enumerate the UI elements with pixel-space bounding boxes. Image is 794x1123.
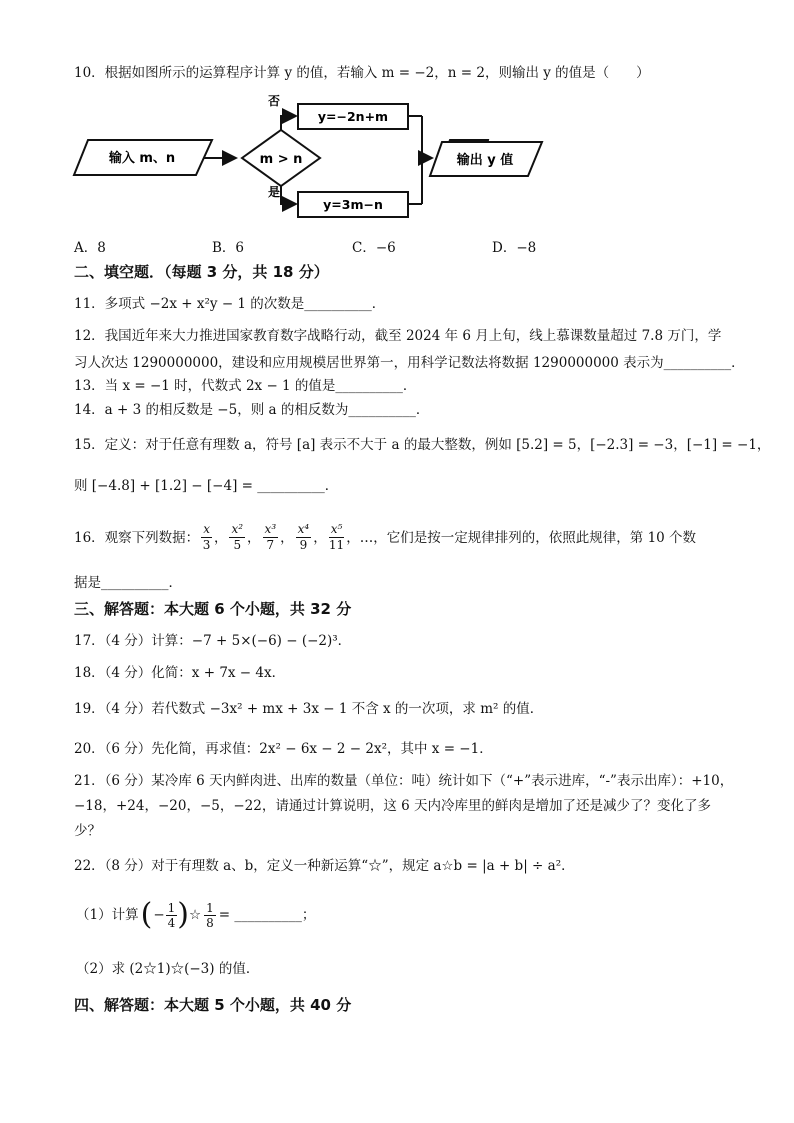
question-17: 17．（4 分）计算：−7 + 5×(−6) − (−2)³． (74, 633, 352, 649)
q16-lead: 16．观察下列数据： (74, 529, 200, 546)
question-21-line2: −18，+24，−20，−5，−22，请通过计算说明，这 6 天内冷库里的鲜肉是增加了还是减少了？变化了多 (74, 798, 712, 814)
q16-fraction-denominator: 7 (266, 538, 275, 552)
flow-arrow-yes (281, 186, 296, 204)
question-21-line1: 21．（6 分）某冷库 6 天内鲜肉进、出库的数量（单位：吨）统计如下（“+”表示进库，“-”表示出库）：+10， (74, 773, 734, 789)
question-16 (74, 522, 696, 553)
flow-top-box-label: y=−2n+m (317, 109, 389, 124)
question-13: 13．当 x = −1 时，代数式 2x − 1 的值是__________． (74, 378, 417, 394)
question-12-line2: 习人次达 1290000000，建设和应用规模居世界第一，用科学记数法将数据 1290000000 表示为__________． (74, 355, 745, 371)
q16-fraction-numerator: x² (231, 522, 244, 536)
flow-input-label: 输入 m、n (108, 151, 176, 166)
question-16-line2: 据是__________． (74, 575, 182, 591)
q22-1-frac2-num: 1 (206, 900, 214, 915)
q22-1-lead: （1）计算 (76, 907, 139, 923)
question-15-line2: 则 [−4.8] + [1.2] − [−4] = __________． (74, 478, 339, 494)
q16-fraction (296, 522, 312, 553)
q16-fraction-numerator: x⁵ (330, 522, 343, 536)
question-14: 14．a + 3 的相反数是 −5，则 a 的相反数为__________． (74, 402, 430, 418)
q16-fraction (229, 522, 245, 553)
flow-no-label: 否 (268, 94, 281, 108)
q16-tail: ，…，它们是按一定规律排列的，依照此规律，第 10 个数 (346, 529, 697, 546)
q16-fraction-numerator: x⁴ (297, 522, 310, 536)
question-20: 20．（6 分）先化简，再求值：2x² − 6x − 2 − 2x²，其中 x = −1． (74, 741, 493, 757)
choice-b: B．6 (212, 240, 245, 256)
question-22-part2: （2）求 (2☆1)☆(−3) 的值． (76, 961, 260, 977)
q16-fraction-numerator: x³ (264, 522, 277, 536)
flow-arrow-no (281, 116, 296, 130)
q16-fraction (263, 522, 279, 553)
q16-separator: ， (213, 529, 228, 546)
question-11: 11．多项式 −2x + x²y − 1 的次数是__________． (74, 296, 386, 312)
section-3-heading: 三、解答题：本大题 6 个小题，共 32 分 (74, 600, 352, 618)
flow-yes-label: 是 (268, 185, 281, 199)
q22-1-frac1-num: 1 (167, 900, 176, 915)
question-21-line3: 少？ (74, 823, 101, 839)
q16-fraction-numerator: x (203, 522, 210, 536)
flow-output (428, 140, 544, 178)
question-19: 19．（4 分）若代数式 −3x² + mx + 3x − 1 不含 x 的一次项，求 m² 的值． (74, 701, 544, 717)
q22-1-blank: = __________； (218, 907, 316, 923)
q22-1-frac1-den: 4 (167, 915, 176, 930)
q16-separator: ， (313, 529, 327, 546)
question-15-line1: 15．定义：对于任意有理数 a，符号 [a] 表示不大于 a 的最大整数，例如 [5.2] = 5，[−2.3] = −3，[−1] = −1， (74, 437, 771, 453)
q16-fraction-denominator: 5 (233, 538, 242, 552)
q16-separator: ， (247, 529, 261, 546)
flow-output-label: 输出 y 值 (456, 153, 514, 168)
q16-fraction (201, 522, 212, 553)
question-12-line1: 12．我国近年来大力推进国家教育数字战略行动，截至 2024 年 6 月上旬，线上慕课数量超过 7.8 万门，学 (74, 328, 722, 344)
q16-separator: ， (280, 529, 294, 546)
choice-a: A．8 (74, 240, 106, 256)
choice-d: D．−8 (492, 240, 537, 256)
q16-fraction-denominator: 9 (299, 538, 308, 552)
flow-condition-label: m > n (259, 152, 303, 167)
question-18: 18．（4 分）化简：x + 7x − 4x． (74, 665, 286, 681)
flowchart-diagram (70, 88, 490, 228)
choice-c: C．−6 (352, 240, 396, 256)
q16-fraction-denominator: 3 (202, 538, 211, 552)
question-22-part1: （1）计算 ( − $\frac{1}{4}$ ) ☆ $\frac{1}{8}$ = __________； (76, 897, 316, 932)
flow-bottom-box-label: y=3m−n (323, 197, 383, 212)
q16-fraction (329, 522, 345, 553)
question-10: 10．根据如图所示的运算程序计算 y 的值，若输入 m = −2，n = 2，则输出 y 的值是（ ） (74, 65, 650, 81)
q22-1-frac2-den: 8 (206, 915, 214, 930)
section-4-heading: 四、解答题：本大题 5 个小题，共 40 分 (74, 996, 352, 1014)
q16-fraction-denominator: 11 (328, 538, 345, 552)
section-2-heading: 二、填空题．（每题 3 分，共 18 分） (74, 263, 329, 281)
question-22: 22．（8 分）对于有理数 a、b，定义一种新运算“☆”，规定 a☆b = |a + b| ÷ a²． (74, 858, 575, 874)
